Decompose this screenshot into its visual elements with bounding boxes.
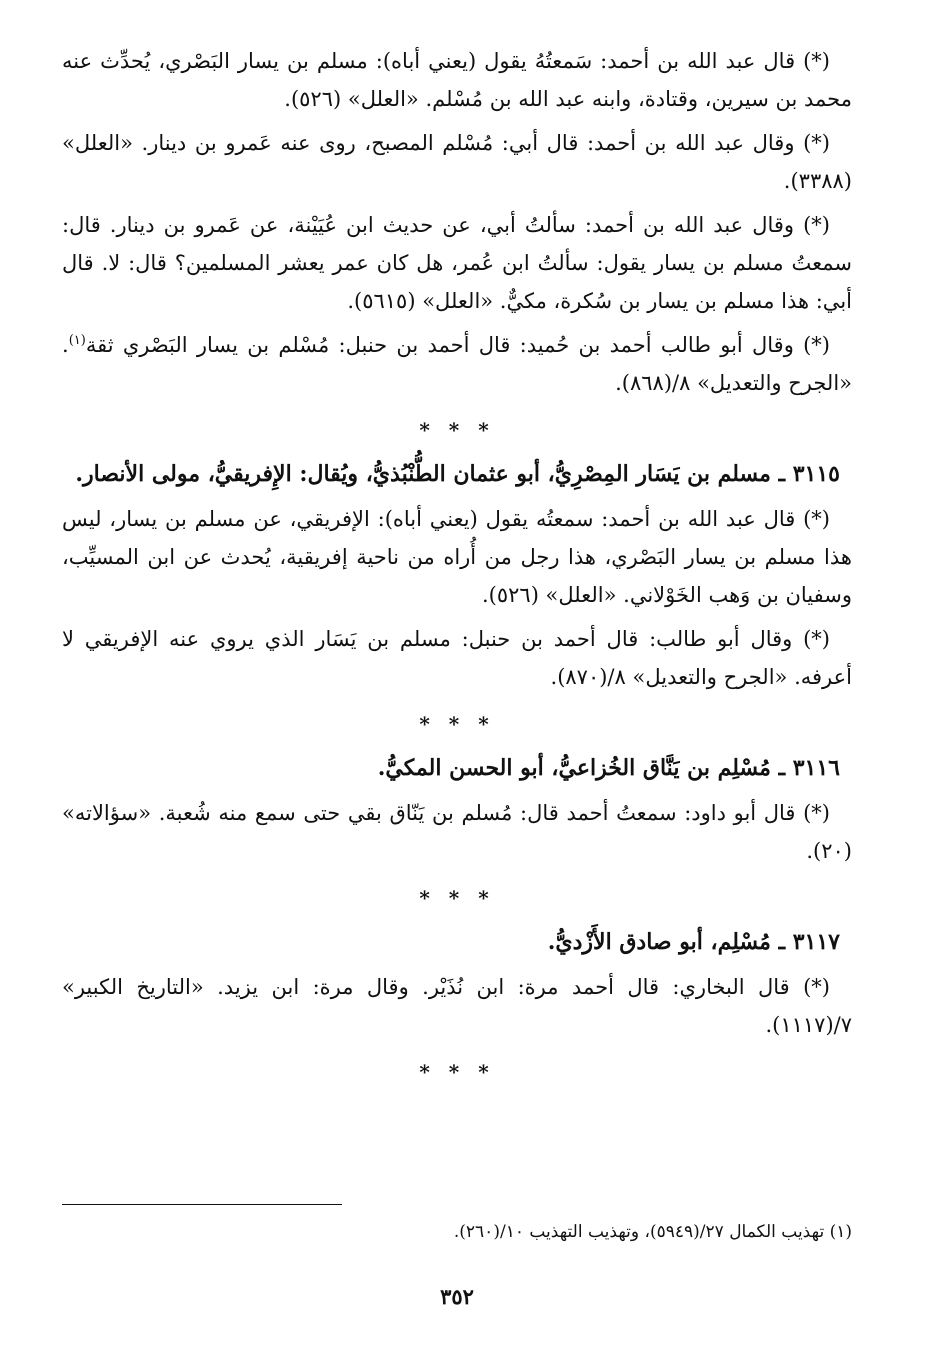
document-page (62, 42, 852, 1342)
entry-3117-paragraph-1: (*) قال البخاري: قال أحمد مرة: ابن نُذَيْر. وقال مرة: ابن يزيد. «التاريخ الكبير» ٧/(١١١٧). (62, 975, 852, 1037)
section-separator: * * * (419, 712, 495, 736)
section-separator: * * * (419, 1060, 495, 1084)
entry-3115-paragraph-1: (*) قال عبد الله بن أحمد: سمعتُه يقول (يعني أباه): الإفريقي، عن مسلم بن يسار، ليس هذا مسلم بن يسار البَصْري، هذا رجل من أُراه من ناحية إفريقية، يُحدث عن ابن المسيِّب، وسفيان بن وَهب الخَوْلاني. «العلل» (٥٢٦). (62, 507, 852, 607)
footnote-divider (62, 1204, 342, 1205)
page-number: ٣٥٢ (440, 1284, 474, 1309)
paragraph-4: (*) وقال أبو طالب أحمد بن حُميد: قال أحمد بن حنبل: مُسْلم بن يسار البَصْري ثقة$^{(١)}$. «الجرح والتعديل» ٨/(٨٦٨). (62, 333, 852, 395)
section-separator: * * * (419, 418, 495, 442)
paragraph-1: (*) قال عبد الله بن أحمد: سَمعتُهُ يقول (يعني أباه): مسلم بن يسار البَصْري، يُحدِّث عنه محمد بن سيرين، وقتادة، وابنه عبد الله بن مُسْلم. «العلل» (٥٢٦). (62, 49, 852, 111)
footnote: (١) تهذيب الكمال ٢٧/(٥٩٤٩)، وتهذيب التهذيب ١٠/(٢٦٠). (453, 1222, 852, 1242)
entry-3115-paragraph-2: (*) وقال أبو طالب: قال أحمد بن حنبل: مسلم بن يَسَار الذي يروي عنه الإفريقي لا أعرفه. «الجرح والتعديل» ٨/(٨٧٠). (62, 627, 852, 689)
entry-heading-3115: ٣١١٥ ـ مسلم بن يَسَار المِصْرِيُّ، أبو عثمان الطُّنْبُذيُّ، ويُقال: الإِفريقيُّ، مولى الأنصار. (75, 461, 840, 487)
entry-heading-3117: ٣١١٧ ـ مُسْلِم، أبو صادق الأَزْديُّ. (547, 929, 840, 955)
paragraph-3: (*) وقال عبد الله بن أحمد: سألتُ أبي، عن حديث ابن عُيَيْنة، عن عَمرو بن دينار. قال: سمعتُ مسلم بن يسار يقول: سألتُ ابن عُمر، هل كان عمر يعشر المسلمين؟ قال: لا. قال أبي: هذا مسلم بن يسار بن سُكرة، مكيٌّ. «العلل» (٥٦١٥). (62, 213, 852, 313)
entry-heading-3116: ٣١١٦ ـ مُسْلِم بن يَنَّاق الخُزاعيُّ، أبو الحسن المكيُّ. (377, 755, 840, 781)
entry-3116-paragraph-1: (*) قال أبو داود: سمعتُ أحمد قال: مُسلم بن يَنّاق بقي حتى سمع منه شُعبة. «سؤالاته» (٢٠). (62, 801, 852, 863)
footnote-marker: (١) (68, 333, 86, 348)
section-separator: * * * (419, 886, 495, 910)
paragraph-2: (*) وقال عبد الله بن أحمد: قال أبي: مُسْلم المصبح، روى عنه عَمرو بن دينار. «العلل» (٣٣٨٨). (62, 131, 852, 193)
